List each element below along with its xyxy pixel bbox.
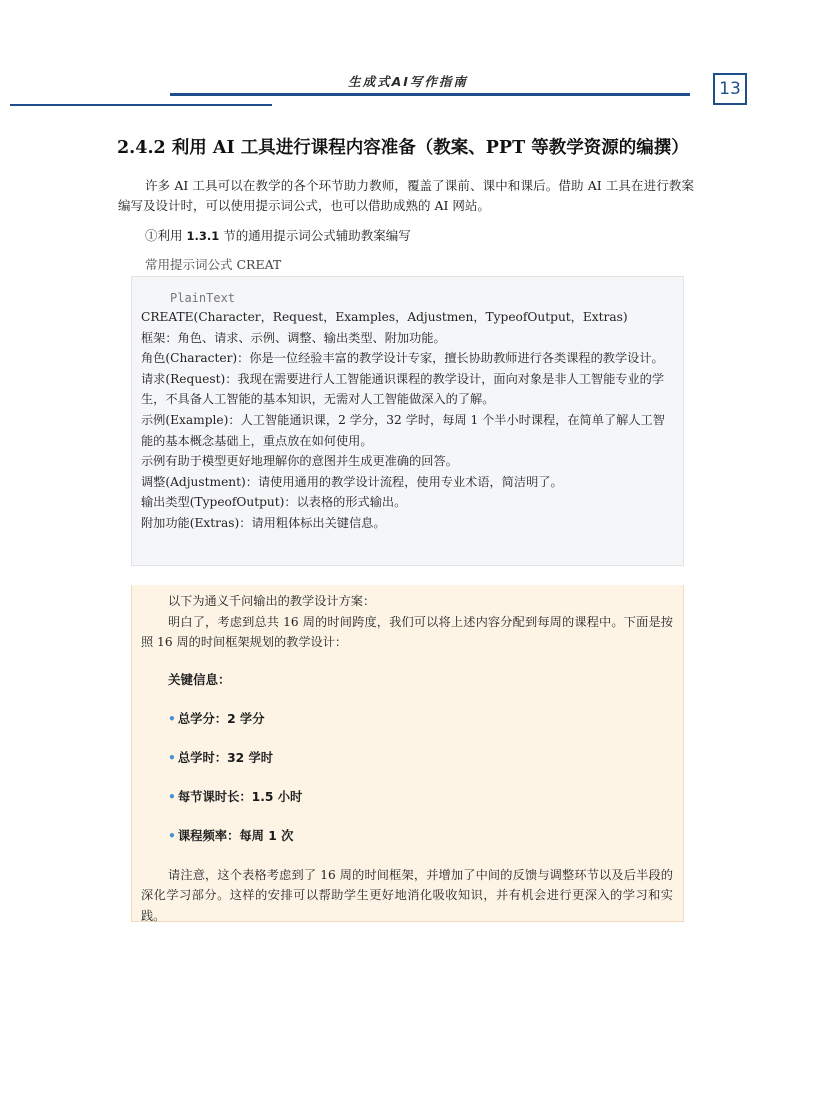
item-1-suffix: 节的通用提示词公式辅助教案编写 xyxy=(219,228,411,243)
item-1-heading xyxy=(145,226,411,246)
bullet-value: 1.5 小时 xyxy=(251,789,303,804)
code-line: 示例(Example)：人工智能通识课，2 学分，32 学时，每周 1 个半小时课程，在简单了解人工智能的基本概念基础上，重点放在如何使用。 xyxy=(141,412,665,448)
header-rule-main xyxy=(170,93,690,96)
bullet-dot-icon: • xyxy=(168,711,176,726)
bullet-dot-icon: • xyxy=(168,789,176,804)
answer-paragraph: 明白了，考虑到总共 16 周的时间跨度，我们可以将上述内容分配到每周的课程中。下面是按照 16 周的时间框架规划的教学设计： xyxy=(141,614,673,650)
bullet-label: 总学分： xyxy=(177,711,228,726)
answer-closing: 请注意，这个表格考虑到了 16 周的时间框架，并增加了中间的反馈与调整环节以及后半段的深化学习部分。这样的安排可以帮助学生更好地消化吸收知识，并有机会进行更深入的学习和实践。 xyxy=(141,867,673,923)
code-language-tag: PlainText xyxy=(170,291,236,305)
item-1-prefix: ①利用 xyxy=(145,228,187,243)
key-info-heading: 关键信息： xyxy=(168,671,231,687)
bullet-value: 32 学时 xyxy=(227,750,274,765)
running-header-title: 生成式AI写作指南 xyxy=(348,74,468,89)
bullet-item xyxy=(168,748,673,768)
code-line: 附加功能(Extras)：请用粗体标出关键信息。 xyxy=(141,515,386,530)
code-line: 角色(Character)：你是一位经验丰富的教学设计专家，擅长协助教师进行各类课程的教学设计。 xyxy=(141,351,664,366)
item-1-bold: 1.3.1 xyxy=(186,229,220,243)
answer-intro: 以下为通义千问输出的教学设计方案： xyxy=(168,594,376,608)
bullet-item xyxy=(168,709,673,729)
page-number-badge: 13 xyxy=(713,73,747,105)
bullet-item xyxy=(168,787,673,807)
code-line: 框架：角色、请求、示例、调整、输出类型、附加功能。 xyxy=(141,330,446,345)
code-line: CREATE(Character，Request，Examples，Adjustmen，TypeofOutput，Extras) xyxy=(141,310,628,324)
answer-block xyxy=(131,585,684,922)
bullet-label: 总学时： xyxy=(177,750,228,765)
bullet-label: 每节课时长： xyxy=(177,789,252,804)
section-heading: 2.4.2 利用 AI 工具进行课程内容准备（教案、PPT 等教学资源的编撰） xyxy=(117,138,689,158)
code-line: 请求(Request)：我现在需要进行人工智能通识课程的教学设计，面向对象是非人工智能专业的学生，不具备人工智能的基本知识，无需对人工智能做深入的了解。 xyxy=(141,371,665,407)
formula-label: 常用提示词公式 CREAT xyxy=(145,257,282,272)
code-line: 示例有助于模型更好地理解你的意图并生成更准确的回答。 xyxy=(141,454,458,469)
bullet-dot-icon: • xyxy=(168,750,176,765)
bullet-value: 2 学分 xyxy=(227,711,265,726)
code-block xyxy=(131,276,684,566)
bullet-item xyxy=(168,826,673,846)
code-line: 输出类型(TypeofOutput)：以表格的形式输出。 xyxy=(141,495,407,510)
header-rule-short xyxy=(10,104,272,106)
code-line: 调整(Adjustment)：请使用通用的教学设计流程，使用专业术语，简洁明了。 xyxy=(141,474,563,489)
bullet-value: 每周 1 次 xyxy=(239,828,294,843)
intro-paragraph: 许多 AI 工具可以在教学的各个环节助力教师，覆盖了课前、课中和课后。借助 AI 工具在进行教案编写及设计时，可以使用提示词公式，也可以借助成熟的 AI 网站。 xyxy=(118,178,694,213)
bullet-dot-icon: • xyxy=(168,828,176,843)
bullet-label: 课程频率： xyxy=(177,828,240,843)
